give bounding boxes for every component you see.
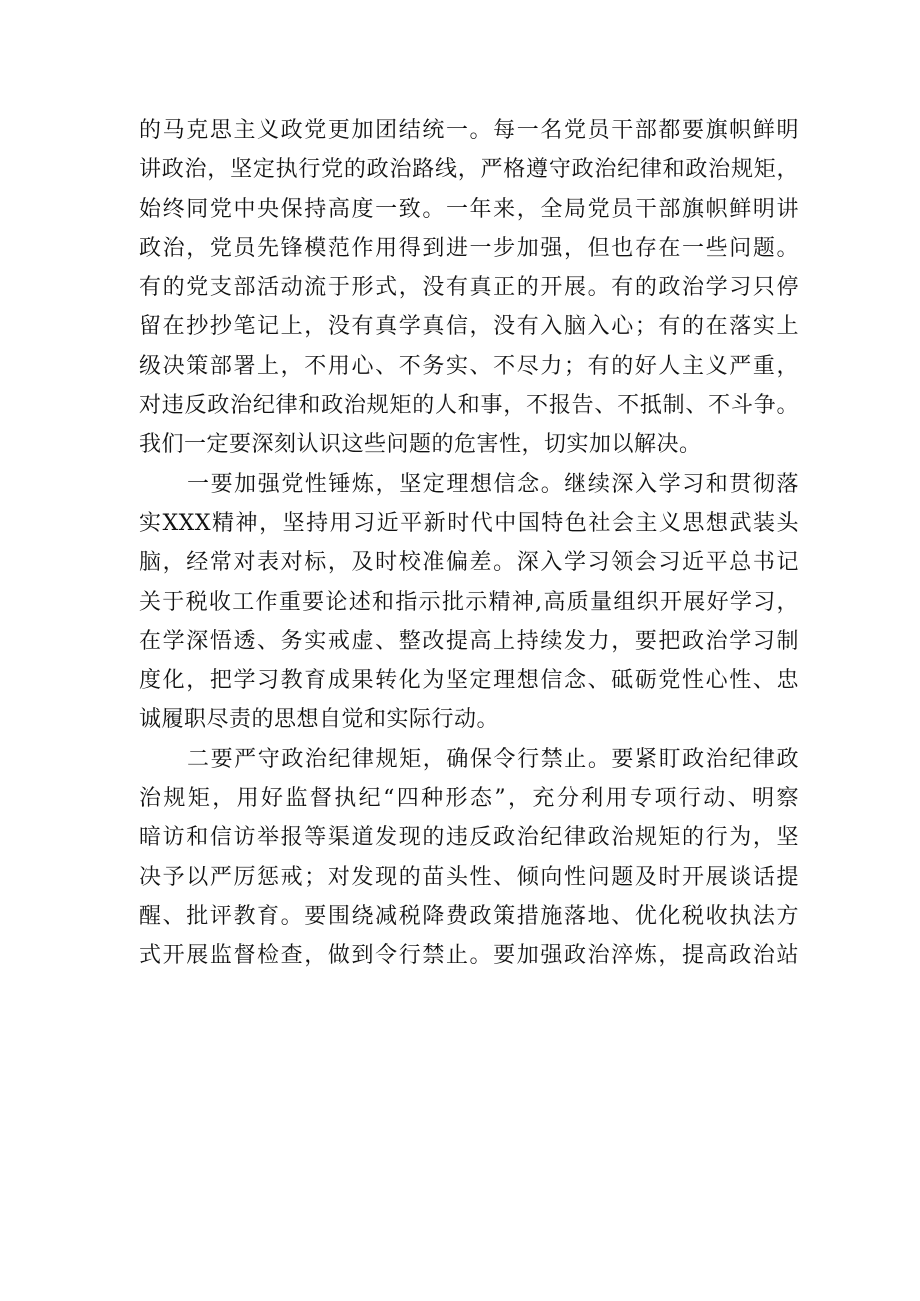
document-body: [139, 111, 799, 976]
text-line: 级决策部署上，不用心、不务实、不尽力；有的好人主义严重，: [139, 353, 799, 379]
text-line: 始终同党中央保持高度一致。一年来，全局党员干部旗帜鲜明讲: [139, 196, 799, 222]
text-line: 暗访和信访举报等渠道发现的违反政治纪律政治规矩的行为，坚: [139, 825, 799, 851]
text-line: 一要加强党性锤炼，坚定理想信念。继续深入学习和贯彻落: [187, 471, 799, 497]
text-line: 式开展监督检查，做到令行禁止。要加强政治淬炼，提高政治站: [139, 943, 799, 969]
text-line: 政治，党员先锋模范作用得到进一步加强，但也存在一些问题。: [139, 235, 799, 261]
text-line: 醒、批评教育。要围绕减税降费政策措施落地、优化税收执法方: [139, 903, 799, 929]
text-line: 治规矩，用好监督执纪“四种形态”，充分利用专项行动、明察: [139, 786, 799, 812]
text-line: 实XXX精神，坚持用习近平新时代中国特色社会主义思想武装头: [139, 510, 799, 536]
text-line: 讲政治，坚定执行党的政治路线，严格遵守政治纪律和政治规矩，: [139, 157, 799, 183]
text-line: 诚履职尽责的思想自觉和实际行动。: [139, 707, 500, 733]
text-line: 二要严守政治纪律规矩，确保令行禁止。要紧盯政治纪律政: [187, 746, 799, 772]
text-line: 对违反政治纪律和政治规矩的人和事，不报告、不抵制、不斗争。: [139, 393, 799, 419]
paragraph-2: [139, 465, 799, 740]
text-line: 关于税收工作重要论述和指示批示精神,高质量组织开展好学习，: [139, 589, 799, 615]
text-line: 决予以严厉惩戒；对发现的苗头性、倾向性问题及时开展谈话提: [139, 864, 799, 890]
text-line: 在学深悟透、务实戒虚、整改提高上持续发力，要把政治学习制: [139, 628, 799, 654]
text-line: 度化，把学习教育成果转化为坚定理想信念、砥砺党性心性、忠: [139, 668, 799, 694]
paragraph-1: [139, 111, 799, 465]
text-line: 的马克思主义政党更加团结统一。每一名党员干部都要旗帜鲜明: [139, 118, 799, 143]
paragraph-3: [139, 740, 799, 976]
text-line: 脑，经常对表对标，及时校准偏差。深入学习领会习近平总书记: [139, 550, 799, 576]
text-line: 留在抄抄笔记上，没有真学真信，没有入脑入心；有的在落实上: [139, 314, 799, 340]
text-line: 我们一定要深刻认识这些问题的危害性，切实加以解决。: [139, 432, 702, 458]
text-line: 有的党支部活动流于形式，没有真正的开展。有的政治学习只停: [139, 275, 799, 301]
